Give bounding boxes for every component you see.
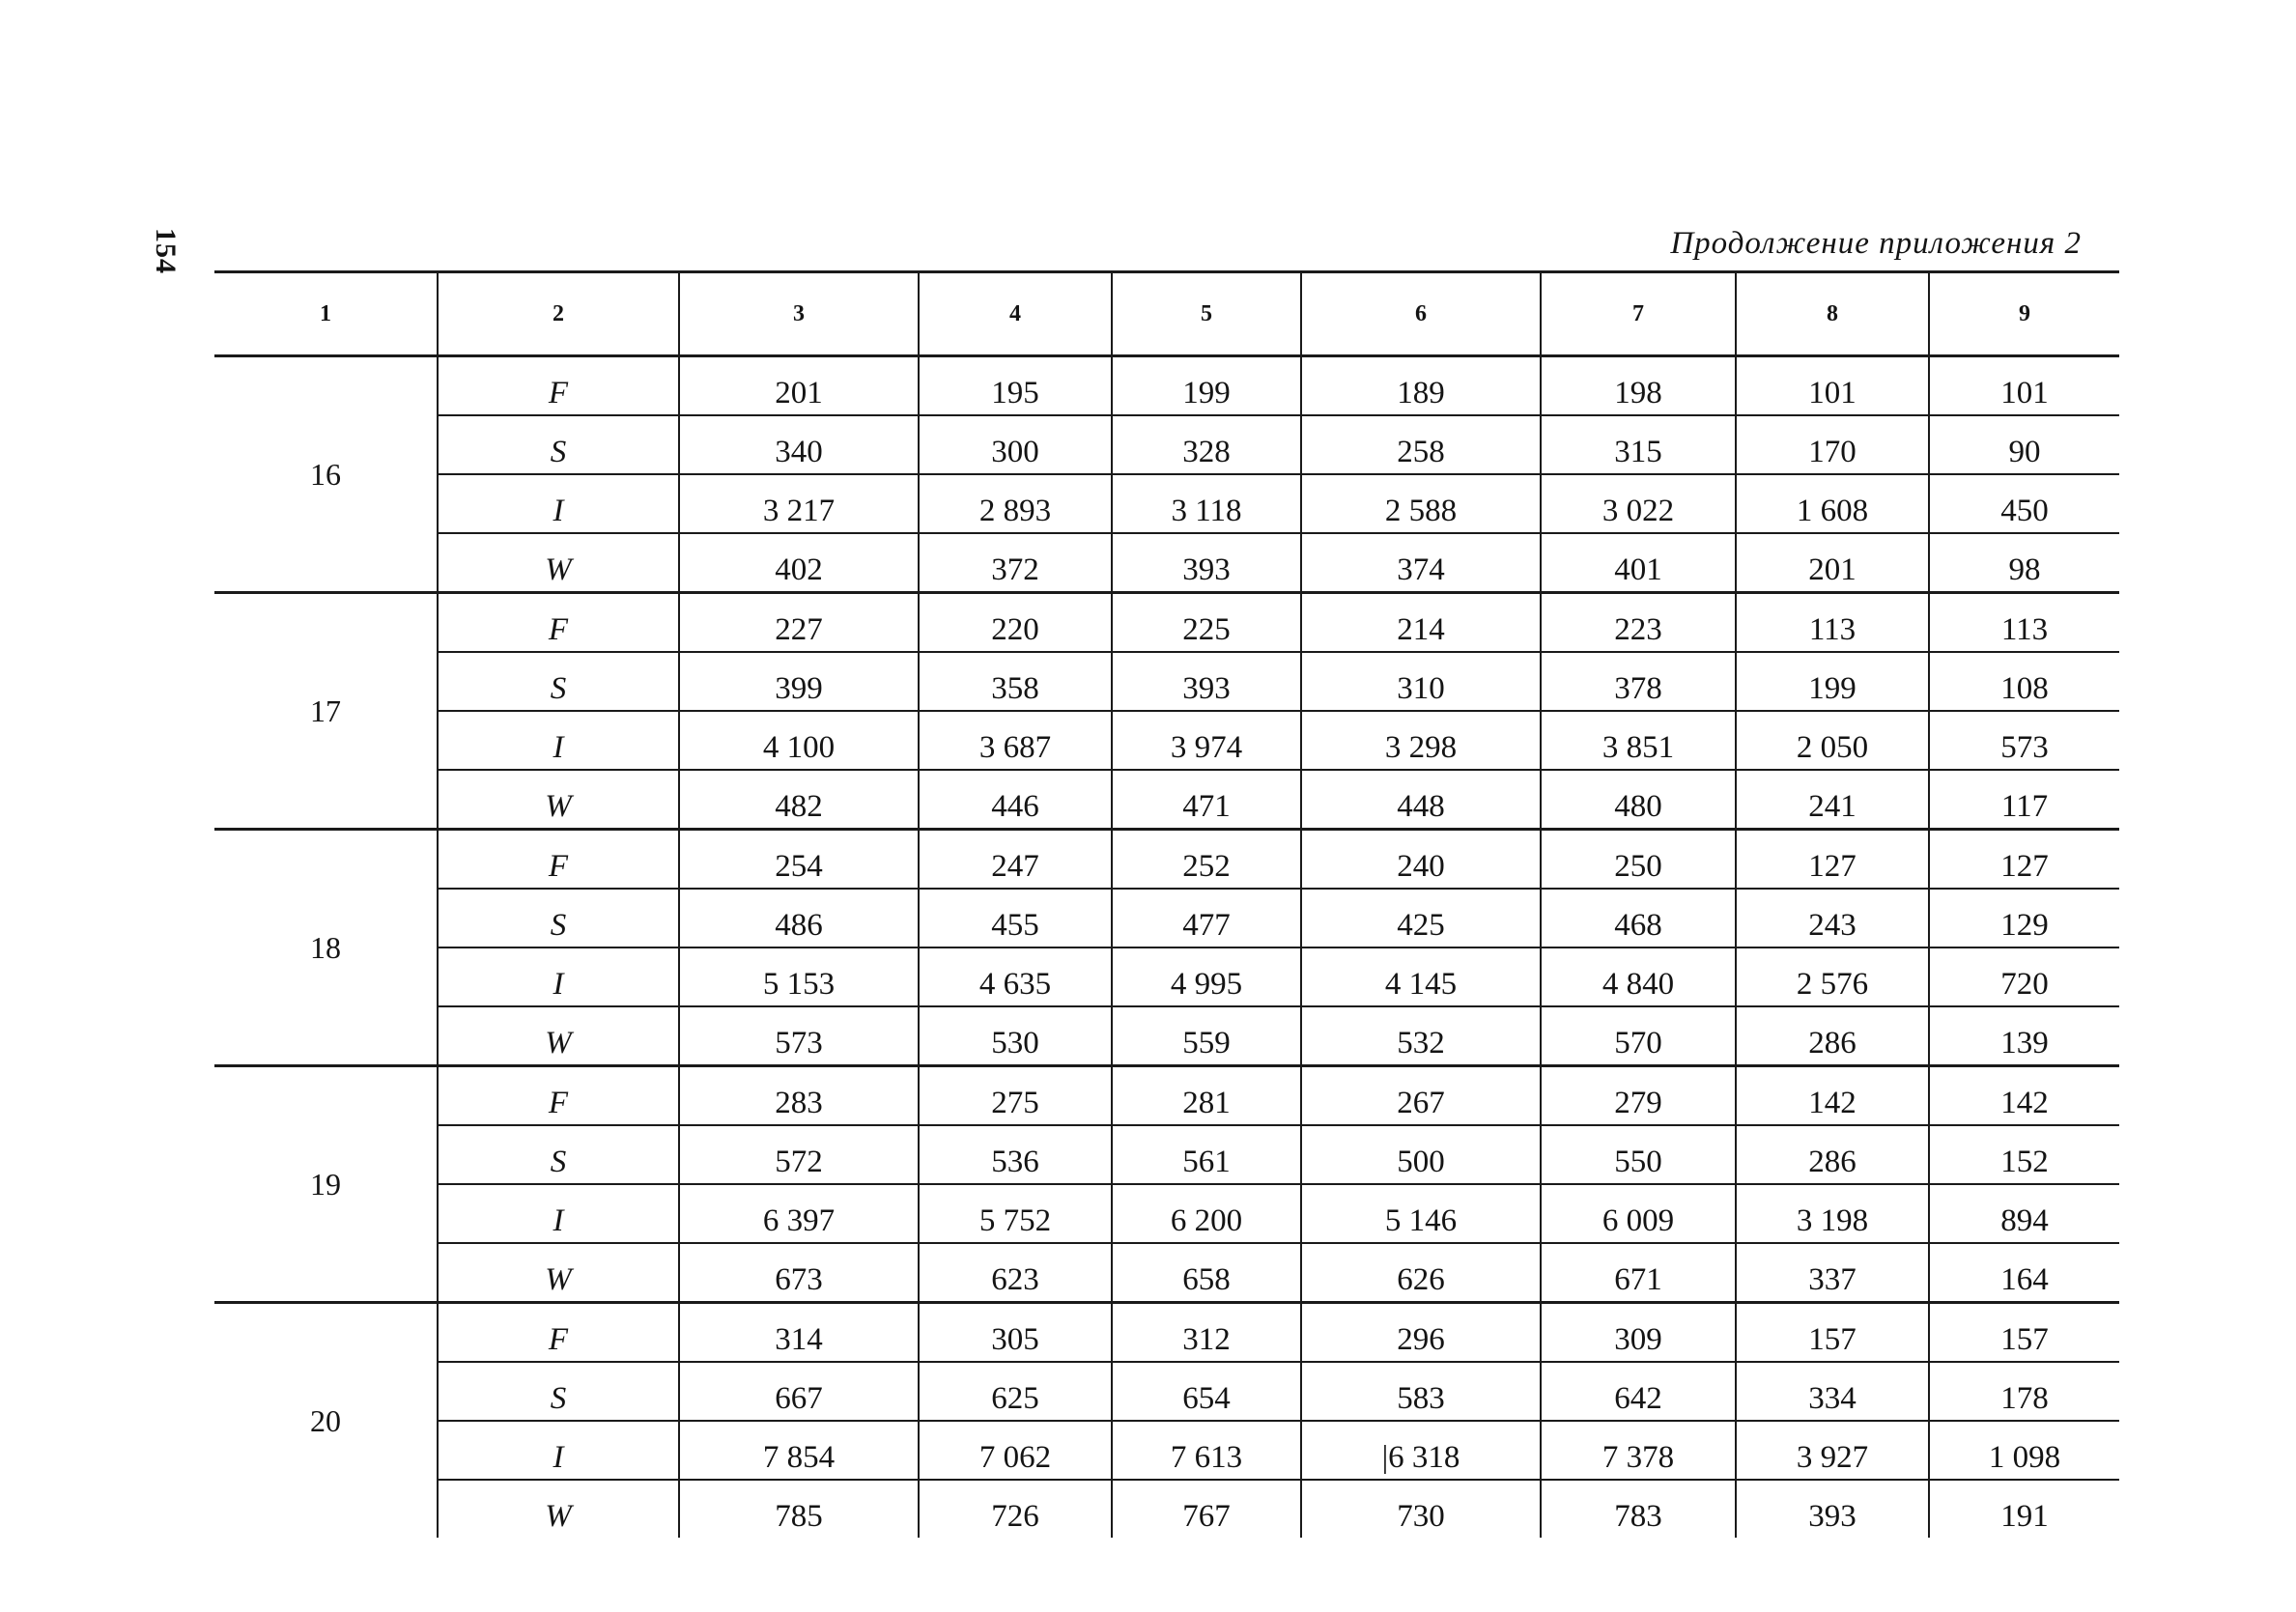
value-cell: 536 bbox=[918, 1126, 1111, 1185]
value-cell: 5 752 bbox=[918, 1185, 1111, 1244]
value-cell: 309 bbox=[1540, 1304, 1735, 1363]
value-cell: 281 bbox=[1111, 1067, 1300, 1126]
value-cell: 178 bbox=[1928, 1363, 2119, 1422]
value-cell: 7 613 bbox=[1111, 1422, 1300, 1481]
table-row bbox=[214, 1304, 2119, 1363]
value-cell: 328 bbox=[1111, 416, 1300, 475]
value-cell: 6 009 bbox=[1540, 1185, 1735, 1244]
value-cell: 315 bbox=[1540, 416, 1735, 475]
value-cell: 312 bbox=[1111, 1304, 1300, 1363]
value-cell: 448 bbox=[1300, 771, 1540, 831]
header-cell: 5 bbox=[1111, 270, 1300, 357]
symbol-cell: S bbox=[437, 653, 678, 712]
value-cell: 471 bbox=[1111, 771, 1300, 831]
value-cell: 532 bbox=[1300, 1007, 1540, 1067]
value-cell: 393 bbox=[1111, 653, 1300, 712]
group-label-cell: 17 bbox=[214, 594, 437, 831]
value-cell: 252 bbox=[1111, 831, 1300, 890]
value-cell: 127 bbox=[1735, 831, 1928, 890]
table-row bbox=[214, 890, 2119, 948]
symbol-cell: S bbox=[437, 416, 678, 475]
value-cell: 247 bbox=[918, 831, 1111, 890]
value-cell: 170 bbox=[1735, 416, 1928, 475]
value-cell: 254 bbox=[678, 831, 918, 890]
value-cell: 129 bbox=[1928, 890, 2119, 948]
value-cell: 214 bbox=[1300, 594, 1540, 653]
value-cell: 334 bbox=[1735, 1363, 1928, 1422]
value-cell: 310 bbox=[1300, 653, 1540, 712]
symbol-cell: F bbox=[437, 594, 678, 653]
value-cell: 241 bbox=[1735, 771, 1928, 831]
symbol-cell: W bbox=[437, 1244, 678, 1304]
table-row bbox=[214, 771, 2119, 831]
table-row bbox=[214, 1007, 2119, 1067]
value-cell: 286 bbox=[1735, 1126, 1928, 1185]
group-label-cell: 18 bbox=[214, 831, 437, 1067]
value-cell: 482 bbox=[678, 771, 918, 831]
symbol-cell: W bbox=[437, 771, 678, 831]
value-cell: 3 687 bbox=[918, 712, 1111, 771]
value-cell: 3 927 bbox=[1735, 1422, 1928, 1481]
value-cell: 108 bbox=[1928, 653, 2119, 712]
table-row bbox=[214, 1363, 2119, 1422]
value-cell: 340 bbox=[678, 416, 918, 475]
value-cell: 573 bbox=[678, 1007, 918, 1067]
value-cell: 425 bbox=[1300, 890, 1540, 948]
value-cell: 673 bbox=[678, 1244, 918, 1304]
value-cell: 4 100 bbox=[678, 712, 918, 771]
value-cell: 894 bbox=[1928, 1185, 2119, 1244]
value-cell: 5 146 bbox=[1300, 1185, 1540, 1244]
header-cell: 6 bbox=[1300, 270, 1540, 357]
value-cell: 550 bbox=[1540, 1126, 1735, 1185]
value-cell: 240 bbox=[1300, 831, 1540, 890]
table-body bbox=[214, 357, 2119, 1538]
value-cell: 113 bbox=[1928, 594, 2119, 653]
header-row bbox=[214, 270, 2119, 357]
value-cell: 3 198 bbox=[1735, 1185, 1928, 1244]
value-cell: 783 bbox=[1540, 1481, 1735, 1538]
value-cell: 139 bbox=[1928, 1007, 2119, 1067]
value-cell: 258 bbox=[1300, 416, 1540, 475]
table-row bbox=[214, 416, 2119, 475]
value-cell: 6 397 bbox=[678, 1185, 918, 1244]
header-cell: 7 bbox=[1540, 270, 1735, 357]
value-cell: 286 bbox=[1735, 1007, 1928, 1067]
header-cell: 8 bbox=[1735, 270, 1928, 357]
value-cell: 372 bbox=[918, 534, 1111, 594]
value-cell: 486 bbox=[678, 890, 918, 948]
value-cell: 623 bbox=[918, 1244, 1111, 1304]
symbol-cell: F bbox=[437, 357, 678, 416]
value-cell: 4 840 bbox=[1540, 948, 1735, 1007]
value-cell: 142 bbox=[1928, 1067, 2119, 1126]
header-cell: 3 bbox=[678, 270, 918, 357]
value-cell: 3 851 bbox=[1540, 712, 1735, 771]
value-cell: 189 bbox=[1300, 357, 1540, 416]
value-cell: 374 bbox=[1300, 534, 1540, 594]
value-cell: 402 bbox=[678, 534, 918, 594]
value-cell: 358 bbox=[918, 653, 1111, 712]
value-cell: 2 588 bbox=[1300, 475, 1540, 534]
value-cell: 201 bbox=[678, 357, 918, 416]
value-cell: 393 bbox=[1111, 534, 1300, 594]
symbol-cell: W bbox=[437, 1481, 678, 1538]
value-cell: 1 098 bbox=[1928, 1422, 2119, 1481]
value-cell: 2 893 bbox=[918, 475, 1111, 534]
value-cell: 726 bbox=[918, 1481, 1111, 1538]
value-cell: 243 bbox=[1735, 890, 1928, 948]
value-cell: 4 145 bbox=[1300, 948, 1540, 1007]
value-cell: 220 bbox=[918, 594, 1111, 653]
header-cell: 9 bbox=[1928, 270, 2119, 357]
value-cell: 127 bbox=[1928, 831, 2119, 890]
value-cell: 201 bbox=[1735, 534, 1928, 594]
symbol-cell: S bbox=[437, 1126, 678, 1185]
value-cell: 250 bbox=[1540, 831, 1735, 890]
value-cell: 573 bbox=[1928, 712, 2119, 771]
table-row bbox=[214, 357, 2119, 416]
value-cell: 305 bbox=[918, 1304, 1111, 1363]
value-cell: 7 854 bbox=[678, 1422, 918, 1481]
value-cell: 477 bbox=[1111, 890, 1300, 948]
value-cell: 785 bbox=[678, 1481, 918, 1538]
value-cell: 300 bbox=[918, 416, 1111, 475]
value-cell: 4 995 bbox=[1111, 948, 1300, 1007]
table-header bbox=[214, 270, 2119, 357]
table-row bbox=[214, 1244, 2119, 1304]
value-cell: 117 bbox=[1928, 771, 2119, 831]
value-cell: 142 bbox=[1735, 1067, 1928, 1126]
value-cell: 314 bbox=[678, 1304, 918, 1363]
value-cell: 152 bbox=[1928, 1126, 2119, 1185]
value-cell: 98 bbox=[1928, 534, 2119, 594]
value-cell: 267 bbox=[1300, 1067, 1540, 1126]
value-cell: 767 bbox=[1111, 1481, 1300, 1538]
table-row bbox=[214, 1481, 2119, 1538]
value-cell: 500 bbox=[1300, 1126, 1540, 1185]
value-cell: 223 bbox=[1540, 594, 1735, 653]
data-table-container bbox=[214, 270, 2119, 1538]
value-cell: 191 bbox=[1928, 1481, 2119, 1538]
table-row bbox=[214, 948, 2119, 1007]
table-row bbox=[214, 712, 2119, 771]
value-cell: 399 bbox=[678, 653, 918, 712]
value-cell: 720 bbox=[1928, 948, 2119, 1007]
value-cell: 658 bbox=[1111, 1244, 1300, 1304]
value-cell: 337 bbox=[1735, 1244, 1928, 1304]
value-cell: 455 bbox=[918, 890, 1111, 948]
symbol-cell: F bbox=[437, 831, 678, 890]
value-cell: 7 062 bbox=[918, 1422, 1111, 1481]
value-cell: 625 bbox=[918, 1363, 1111, 1422]
value-cell: 3 217 bbox=[678, 475, 918, 534]
value-cell: 626 bbox=[1300, 1244, 1540, 1304]
value-cell: 468 bbox=[1540, 890, 1735, 948]
value-cell: 3 022 bbox=[1540, 475, 1735, 534]
symbol-cell: I bbox=[437, 712, 678, 771]
value-cell: 3 298 bbox=[1300, 712, 1540, 771]
value-cell: 195 bbox=[918, 357, 1111, 416]
symbol-cell: S bbox=[437, 890, 678, 948]
value-cell: 4 635 bbox=[918, 948, 1111, 1007]
group-label-cell: 19 bbox=[214, 1067, 437, 1304]
symbol-cell: I bbox=[437, 948, 678, 1007]
value-cell: 157 bbox=[1735, 1304, 1928, 1363]
value-cell: 2 050 bbox=[1735, 712, 1928, 771]
header-cell: 2 bbox=[437, 270, 678, 357]
value-cell: 570 bbox=[1540, 1007, 1735, 1067]
value-cell: 401 bbox=[1540, 534, 1735, 594]
value-cell: |6 318 bbox=[1300, 1422, 1540, 1481]
value-cell: 559 bbox=[1111, 1007, 1300, 1067]
value-cell: 6 200 bbox=[1111, 1185, 1300, 1244]
symbol-cell: I bbox=[437, 1422, 678, 1481]
value-cell: 3 118 bbox=[1111, 475, 1300, 534]
value-cell: 279 bbox=[1540, 1067, 1735, 1126]
value-cell: 198 bbox=[1540, 357, 1735, 416]
table-row bbox=[214, 831, 2119, 890]
value-cell: 101 bbox=[1735, 357, 1928, 416]
value-cell: 667 bbox=[678, 1363, 918, 1422]
value-cell: 2 576 bbox=[1735, 948, 1928, 1007]
value-cell: 227 bbox=[678, 594, 918, 653]
table-row bbox=[214, 1422, 2119, 1481]
value-cell: 3 974 bbox=[1111, 712, 1300, 771]
symbol-cell: F bbox=[437, 1067, 678, 1126]
value-cell: 450 bbox=[1928, 475, 2119, 534]
symbol-cell: I bbox=[437, 475, 678, 534]
value-cell: 5 153 bbox=[678, 948, 918, 1007]
table-row bbox=[214, 475, 2119, 534]
value-cell: 446 bbox=[918, 771, 1111, 831]
value-cell: 654 bbox=[1111, 1363, 1300, 1422]
value-cell: 561 bbox=[1111, 1126, 1300, 1185]
table-row bbox=[214, 594, 2119, 653]
value-cell: 283 bbox=[678, 1067, 918, 1126]
value-cell: 530 bbox=[918, 1007, 1111, 1067]
value-cell: 572 bbox=[678, 1126, 918, 1185]
value-cell: 730 bbox=[1300, 1481, 1540, 1538]
value-cell: 113 bbox=[1735, 594, 1928, 653]
table-row bbox=[214, 653, 2119, 712]
table-row bbox=[214, 534, 2119, 594]
header-cell: 4 bbox=[918, 270, 1111, 357]
table-row bbox=[214, 1126, 2119, 1185]
value-cell: 642 bbox=[1540, 1363, 1735, 1422]
symbol-cell: W bbox=[437, 534, 678, 594]
value-cell: 157 bbox=[1928, 1304, 2119, 1363]
symbol-cell: S bbox=[437, 1363, 678, 1422]
group-label-cell: 16 bbox=[214, 357, 437, 594]
page-number: 154 bbox=[150, 228, 182, 274]
symbol-cell: I bbox=[437, 1185, 678, 1244]
continuation-title: Продолжение приложения 2 bbox=[1670, 226, 2082, 261]
value-cell: 671 bbox=[1540, 1244, 1735, 1304]
value-cell: 164 bbox=[1928, 1244, 2119, 1304]
value-cell: 101 bbox=[1928, 357, 2119, 416]
value-cell: 199 bbox=[1735, 653, 1928, 712]
value-cell: 1 608 bbox=[1735, 475, 1928, 534]
value-cell: 275 bbox=[918, 1067, 1111, 1126]
value-cell: 583 bbox=[1300, 1363, 1540, 1422]
data-table bbox=[214, 270, 2119, 1538]
value-cell: 225 bbox=[1111, 594, 1300, 653]
value-cell: 7 378 bbox=[1540, 1422, 1735, 1481]
value-cell: 393 bbox=[1735, 1481, 1928, 1538]
value-cell: 90 bbox=[1928, 416, 2119, 475]
value-cell: 296 bbox=[1300, 1304, 1540, 1363]
symbol-cell: W bbox=[437, 1007, 678, 1067]
symbol-cell: F bbox=[437, 1304, 678, 1363]
table-row bbox=[214, 1067, 2119, 1126]
header-cell: 1 bbox=[214, 270, 437, 357]
table-row bbox=[214, 1185, 2119, 1244]
group-label-cell: 20 bbox=[310, 1402, 341, 1438]
value-cell: 378 bbox=[1540, 653, 1735, 712]
value-cell: 199 bbox=[1111, 357, 1300, 416]
value-cell: 480 bbox=[1540, 771, 1735, 831]
